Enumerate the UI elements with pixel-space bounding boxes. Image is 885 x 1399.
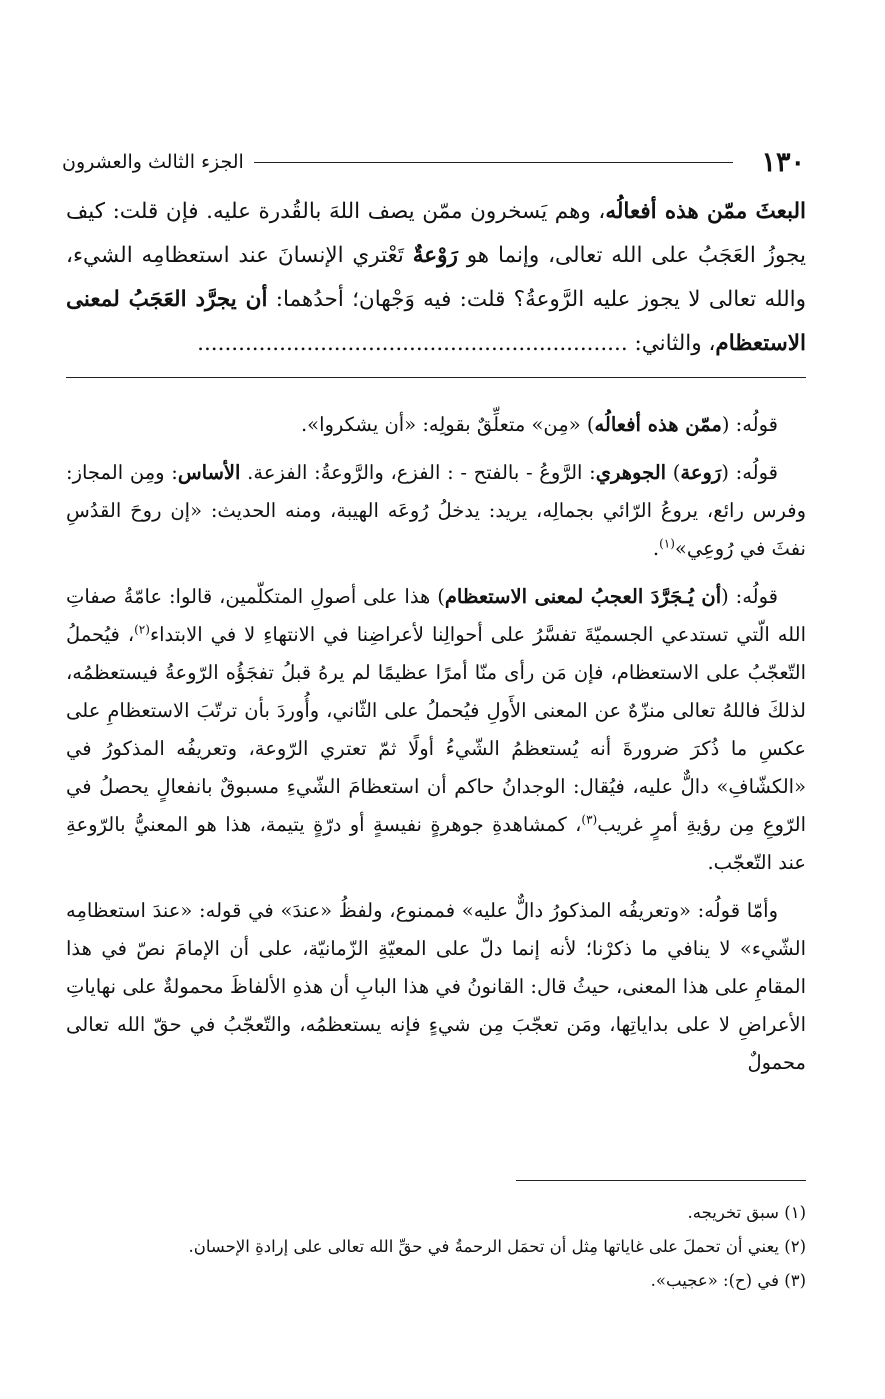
quoted-lemma: أن يُـجَرَّدَ العجبُ لمعنى الاستعظام [444, 585, 722, 608]
page-number: ١٣٠ [761, 146, 805, 178]
quoted-lemma: رَوعة [680, 461, 722, 484]
footnote-ref[interactable]: (٢) [134, 622, 150, 637]
text-run: ، كمشاهدةِ جوهرةٍ نفيسةٍ أو درّةٍ يتيمة، هذا هو المعنيُّ بالرّوعةِ عند التّعجّب. [66, 813, 806, 874]
source-name: الجوهري [595, 461, 667, 484]
bold-phrase: أن يجرَّد العَجَبُ لمعنى الاستعظام [66, 287, 806, 356]
source-name: الأساس [177, 461, 241, 484]
footnote-1: (١) سبق تخريجه. [687, 1203, 806, 1222]
text-run: : الرَّوعُ - بالفتح - : الفزع، والرَّوعةُ: الفزعة. [240, 461, 596, 484]
volume-title: الجزء الثالث والعشرون [62, 151, 244, 173]
main-paragraph [66, 190, 806, 366]
ellipsis-dots: ............................................................... [197, 331, 628, 356]
text-run: ، وهم يَسخرون ممّن يصف اللهَ بالقُدرة عليه. فإن قلت: كيف يجوزُ العَجَبُ على الله تعالى، وإنما هو [66, 199, 806, 268]
footnotes [66, 1196, 806, 1298]
text-run: قولُه: ( [721, 461, 779, 484]
commentary-paragraph-4: وأمّا قولُه: «وتعريفُه المذكورُ دالٌّ عليه» فممنوع، ولفظُ «عندَ» في قوله: «عندَ استعظامِه الشّيء» لا ينافي ما ذكرْنا؛ لأنه إنما دلّ على المعيّةِ الزّمانيّة، على أن الإمامَ نصّ في هذا المقامِ على هذا المعنى، حيثُ قال: القانونُ في هذا البابِ أن هذهِ الألفاظَ محمولةٌ على نهاياتِ الأعراضِ لا على بداياتِها، ومَن تعجّبَ مِن شيءٍ فإنه يستعظمُه، والتّعجّبُ في حقّ الله تعالى محمولٌ [66, 899, 806, 1074]
commentary-paragraph-1 [66, 406, 806, 444]
text-run: ، فيُحملُ التّعجّبُ على الاستعظام، فإن مَن رأى منّا أمرًا عظيمًا لم يرهُ قبلُ تفجَؤُه الرّوعةُ فيستعظمُه، لذلكَ فاللهُ تعالى منزّهٌ عن المعنى الأَولِ فيُحملُ على الثّاني، وأُوردَ بأن ترتّبَ الاستعظامِ على عكسِ ما ذُكرَ ضرورةَ أنه يُستعظمُ الشّيءُ أولًا ثمّ تعتري الرّوعة، وتعريفُه المذكورُ في «الكشّافِ» دالٌّ عليه، فيُقال: الوجدانُ حاكم أن استعظامَ الشّيءِ مسبوقٌ بانفعالٍ يحصلُ في الرّوعِ مِن رؤيةِ أمرٍ غريب [66, 623, 806, 836]
bold-phrase: رَوْعةٌ [412, 243, 458, 268]
header-rule [254, 162, 734, 163]
quoted-lemma: ممّن هذه أفعالُه [594, 413, 722, 436]
text-run: ) «مِن» متعلِّقٌ بقولِه: «أن يشكروا». [300, 413, 595, 436]
text-run: قولُه: ( [721, 413, 778, 436]
text-run: تَعْتري الإنسانَ عند استعظامِه الشيء، والله تعالى لا يجوز عليه الرَّوعةُ؟ قلت: فيه وَجْهان؛ أحدُهما: [66, 243, 807, 312]
running-head [62, 142, 805, 182]
text-run: : ومِن المجاز: وفرس رائع، يروعُ الرّائي بجمالِه، يريد: يدخلُ رُوعَه الهيبة، ومنه الحديث: «إن روحَ القدُسِ نفثَ في رُوعِي» [66, 461, 806, 560]
footnote-rule [516, 1180, 806, 1181]
bold-phrase: البعثَ ممّن هذه أفعالُه [605, 199, 806, 224]
text-run: قولُه: ( [721, 585, 778, 608]
text-run: ، والثاني: [627, 331, 716, 356]
text-run: ) [666, 461, 681, 484]
footnote-ref[interactable]: (١) [659, 536, 675, 551]
commentary-paragraph-2 [66, 454, 806, 568]
footnote-2: (٢) يعني أن تحملَ على غاياتها مِثل أن تحمَل الرحمةُ في حقِّ الله تعالى على إرادةِ الإحسان. [188, 1237, 806, 1256]
text-run: . [652, 537, 660, 560]
commentary-paragraph-3 [66, 578, 806, 882]
commentary [66, 406, 806, 1092]
footnote-3: (٣) في (ح): «عجيب». [650, 1271, 806, 1290]
footnote-ref[interactable]: (٣) [581, 812, 598, 827]
main-text [66, 190, 806, 366]
main-text-rule [66, 377, 806, 378]
text-run: ) هذا على أصولِ المتكلّمين، قالوا: عامّةُ صفاتِ الله الّتي تستدعي الجسميّةَ تفسَّرُ على أحوالِنا لأعراضِنا في الانتهاءِ لا في الابتداء [66, 585, 806, 646]
